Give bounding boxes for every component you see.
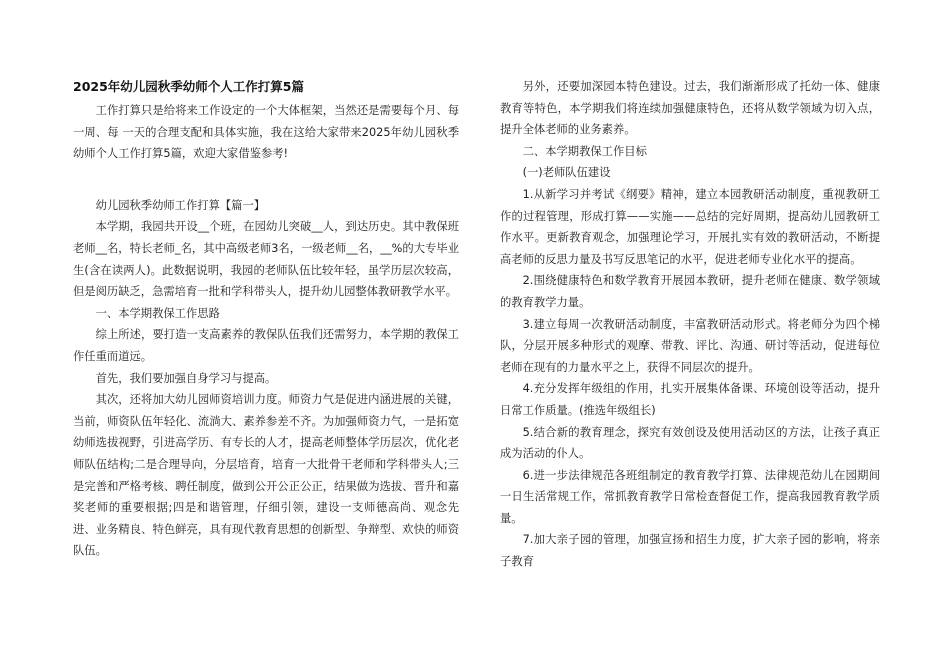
right-column [500, 76, 880, 573]
list-item: 7.加大亲子园的管理，加强宣扬和招生力度，扩大亲子园的影响，将亲子教育 [500, 533, 880, 569]
body-paragraph: 另外，还要加深园本特色建设。过去，我们渐渐形成了托幼一体、健康教育等特色，本学期我们将连续加强健康特色，还将从数学领域为切入点，提升全体老师的业务素养。 [500, 80, 880, 137]
paragraph-gap [73, 165, 459, 195]
body-paragraph: 本学期，我园共开设__个班，在园幼儿突破__人，到达历史。其中教保班老师__名，特长老师_名，其中高级老师3名，一级老师__名，__%的大专毕业生(含在读两人)。此数据说明，我园的老师队伍比较年轻，虽学历层次较高，但是阅历缺乏，急需培育一批和学科带头人，提升幼儿园整体教研教学水平。 [73, 220, 459, 299]
list-item: 4.充分发挥年级组的作用，扎实开展集体备课、环境创设等活动，提升日常工作质量。(推选年级组长) [500, 382, 880, 417]
left-column [73, 76, 459, 562]
body-paragraph: 其次，还将加大幼儿园师资培训力度。师资力气是促进内涵进展的关键，当前，师资队伍年轻化、流淌大、素养参差不齐。为加强师资力气，一是拓宽幼师选拔视野，引进高学历、有专长的人才，提高老师整体学历层次，优化老师队伍结构;二是合理导向，分层培育，培育一大批骨干老师和学科带头人;三是完善和严格考核、聘任制度，做到公开公正公正，结果做为选拔、晋升和嘉奖老师的重要根据;四是和谐管理，仔细引领，建设一支师德高尚、观念先进、业务精良、特色鲜亮，具有现代教育思想的创新型、争辩型、欢快的师资队伍。 [73, 393, 459, 558]
subsection-heading: (一)老师队伍建设 [522, 166, 611, 180]
list-item: 1.从新学习并考试《纲要》精神，建立本园教研活动制度，重视教研工作的过程管理，形成打算——实施——总结的完好周期，提高幼儿园教研工作水平。更新教育观念，加强理论学习，开展扎实有效的教研活动，不断提高老师的反思力量及书写反思笔记的水平，促进老师专业化水平的提高。 [500, 187, 880, 266]
body-paragraph: 综上所述，要打造一支高素养的教保队伍我们还需努力，本学期的教保工作任重而道远。 [73, 328, 459, 363]
intro-paragraph: 工作打算只是给将来工作设定的一个大体框架，当然还是需要每个月、每一周、每 一天的合理支配和具体实施，我在这给大家带来2025年幼儿园秋季幼师个人工作打算5篇，欢迎大家借鉴参考! [73, 104, 459, 161]
list-item: 6.进一步法律规范各班组制定的教育教学打算、法律规范幼儿在园期间一日生活常规工作，常抓教育教学日常检查督促工作，提高我园教育教学质量。 [500, 468, 880, 525]
part-heading: 幼儿园秋季幼师工作打算【篇一】 [95, 198, 266, 212]
document-title: 2025年幼儿园秋季幼师个人工作打算5篇 [73, 79, 304, 94]
list-item: 3.建立每周一次教研活动制度，丰富教研活动形式。将老师分为四个梯队，分层开展多种形式的观摩、带教、评比、沟通、研讨等活动，促进每位老师在现有的力量水平之上，获得不同层次的提升。 [500, 317, 880, 374]
section-heading: 二、本学期教保工作目标 [522, 144, 647, 158]
list-item: 5.结合新的教育理念，探究有效创设及使用活动区的方法，让孩子真正成为活动的仆人。 [500, 425, 880, 461]
section-heading: 一、本学期教保工作思路 [95, 306, 220, 320]
body-paragraph: 首先，我们要加强自身学习与提高。 [95, 371, 277, 385]
list-item: 2.围绕健康特色和数学教育开展园本教研，提升老师在健康、数学领域的教育教学力量。 [500, 274, 880, 309]
